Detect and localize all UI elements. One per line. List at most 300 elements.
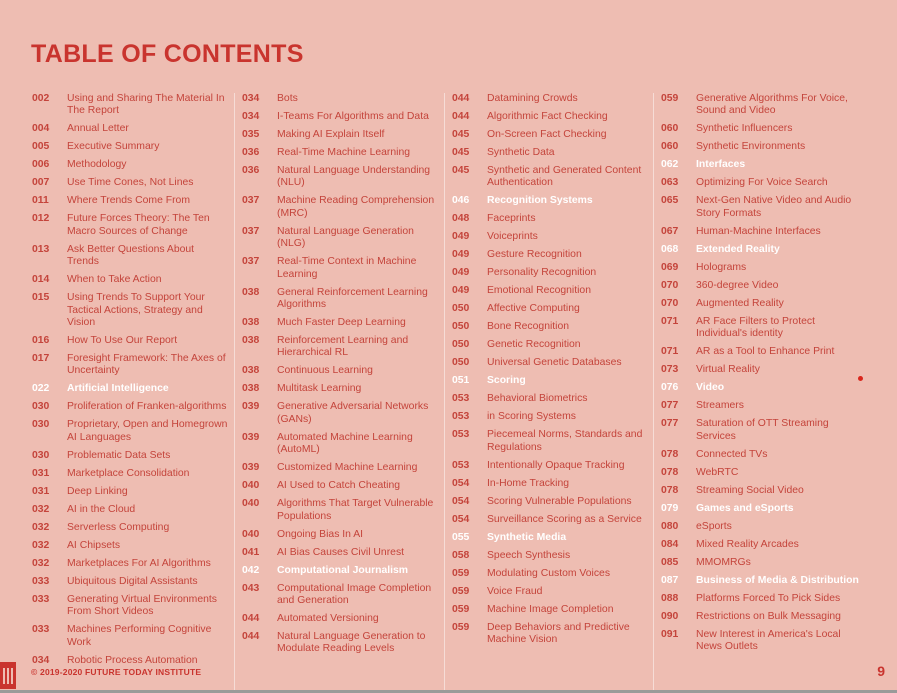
toc-column-2	[242, 93, 438, 661]
toc-entry-title: MMOMRGs	[696, 556, 751, 568]
toc-entry-title: Proprietary, Open and Homegrown AI Languages	[67, 419, 228, 443]
toc-entry[interactable]	[661, 467, 861, 479]
toc-page-number: 055	[452, 531, 470, 543]
toc-entry[interactable]	[661, 346, 861, 358]
toc-entry-title: Ask Better Questions About Trends	[67, 243, 195, 268]
toc-entry[interactable]	[661, 298, 861, 310]
toc-page-number: 044	[242, 613, 260, 625]
toc-entry-title: Algorithms That Target Vulnerable Populations	[277, 498, 434, 522]
toc-entry[interactable]	[452, 393, 648, 405]
toc-section-heading[interactable]	[661, 575, 861, 587]
toc-entry[interactable]	[242, 147, 438, 159]
toc-entry-title: New Interest in America's Local News Outlets	[696, 628, 841, 653]
column-divider	[234, 93, 235, 693]
toc-entry-title: Holograms	[696, 261, 747, 273]
toc-entry[interactable]	[661, 449, 861, 461]
toc-entry-title: Making AI Explain Itself	[277, 129, 385, 140]
toc-entry-title: Proliferation of Franken-algorithms	[67, 401, 227, 413]
toc-entry-title: Continuous Learning	[277, 365, 373, 377]
toc-entry[interactable]	[242, 111, 438, 123]
toc-entry[interactable]	[32, 594, 228, 619]
toc-entry-title: Streamers	[696, 400, 744, 412]
toc-entry-title: Machine Reading Comprehension (MRC)	[277, 195, 435, 219]
toc-entry-title: Synthetic Environments	[696, 141, 806, 153]
toc-entry[interactable]	[661, 485, 861, 497]
toc-page-number: 065	[661, 195, 679, 207]
toc-entry[interactable]	[452, 514, 648, 526]
toc-entry[interactable]	[242, 195, 438, 220]
toc-entry[interactable]	[242, 129, 438, 141]
toc-column-3	[452, 93, 648, 652]
toc-entry[interactable]	[661, 316, 861, 341]
toc-entry[interactable]	[661, 611, 861, 623]
toc-page-number: 045	[452, 147, 470, 158]
toc-section-heading[interactable]	[32, 383, 228, 395]
toc-entry-title: Using and Sharing The Material In The Report	[67, 93, 225, 117]
toc-entry[interactable]	[32, 419, 228, 444]
toc-entry-title: Gesture Recognition	[487, 249, 582, 261]
toc-page-number: 084	[661, 538, 679, 550]
toc-entry-title: AR as a Tool to Enhance Print	[696, 346, 835, 358]
toc-entry[interactable]	[452, 460, 648, 472]
toc-page-number: 034	[32, 654, 50, 666]
toc-page-number: 049	[452, 285, 470, 297]
toc-page-number: 078	[661, 466, 679, 478]
footer-copyright: © 2019-2020 FUTURE TODAY INSTITUTE	[31, 667, 202, 677]
toc-entry[interactable]	[32, 624, 228, 649]
toc-page-number: 073	[661, 364, 679, 376]
toc-entry-title: Universal Genetic Databases	[487, 357, 622, 369]
toc-entry[interactable]	[242, 401, 438, 426]
toc-page-number: 053	[452, 429, 470, 441]
toc-page-number: 071	[661, 346, 679, 358]
toc-entry[interactable]	[242, 529, 438, 541]
toc-section-heading[interactable]	[452, 375, 648, 387]
toc-page-number: 050	[452, 303, 470, 315]
toc-entry-title: Virtual Reality	[696, 364, 760, 376]
toc-entry-title: Genetic Recognition	[487, 339, 581, 351]
toc-page-number: 070	[661, 279, 679, 291]
toc-entry[interactable]	[32, 141, 228, 153]
toc-entry[interactable]	[661, 539, 861, 551]
toc-entry[interactable]	[452, 568, 648, 580]
toc-section-heading[interactable]	[452, 532, 648, 544]
toc-entry[interactable]	[242, 498, 438, 523]
toc-entry-title: Serverless Computing	[67, 521, 170, 533]
toc-page-number: 090	[661, 610, 679, 622]
toc-entry-title: Augmented Reality	[696, 297, 784, 309]
toc-page-number: 059	[452, 585, 470, 597]
toc-entry[interactable]	[661, 195, 861, 220]
toc-entry[interactable]	[32, 486, 228, 498]
toc-entry-title: Methodology	[67, 159, 127, 171]
toc-entry[interactable]	[242, 480, 438, 492]
toc-entry-title: eSports	[696, 520, 732, 532]
toc-page-number: 048	[452, 213, 470, 225]
toc-page-number: 035	[242, 129, 260, 140]
toc-entry-title: Where Trends Come From	[67, 195, 190, 207]
toc-entry[interactable]	[452, 604, 648, 616]
toc-entry-title: Future Forces Theory: The Ten Macro Sources of Change	[67, 213, 210, 237]
toc-page-number: 022	[32, 383, 50, 395]
toc-entry-title: AI in the Cloud	[67, 503, 136, 515]
toc-page-number: 002	[32, 93, 50, 104]
toc-page-number: 032	[32, 521, 50, 533]
toc-entry-title: Restrictions on Bulk Messaging	[696, 610, 841, 622]
toc-page-number: 054	[452, 513, 470, 525]
toc-entry[interactable]	[661, 629, 861, 654]
toc-page-number: 059	[452, 621, 470, 633]
toc-entry[interactable]	[661, 93, 861, 118]
toc-entry-title: In-Home Tracking	[487, 477, 569, 489]
toc-entry[interactable]	[242, 547, 438, 559]
toc-page-number: 053	[452, 459, 470, 471]
toc-section-heading[interactable]	[661, 159, 861, 171]
toc-entry-title: Connected TVs	[696, 448, 768, 460]
toc-page-number: 014	[32, 274, 50, 286]
toc-page-number: 037	[242, 256, 260, 268]
toc-entry[interactable]	[242, 226, 438, 251]
toc-page-number: 040	[242, 498, 260, 510]
toc-entry[interactable]	[661, 226, 861, 238]
toc-page-number: 051	[452, 375, 470, 387]
toc-page-number: 040	[242, 528, 260, 540]
toc-entry[interactable]	[452, 93, 648, 105]
toc-entry[interactable]	[661, 123, 861, 135]
marker-dot	[858, 376, 863, 381]
toc-entry[interactable]	[32, 93, 228, 118]
toc-page-number: 012	[32, 213, 50, 225]
toc-entry-title: Much Faster Deep Learning	[277, 317, 406, 329]
toc-entry-title: Synthetic Media	[487, 531, 567, 543]
toc-page-number: 060	[661, 123, 679, 135]
toc-page-number: 045	[452, 129, 470, 140]
toc-entry-title: I-Teams For Algorithms and Data	[277, 111, 429, 122]
toc-entry[interactable]	[32, 504, 228, 516]
toc-entry-title: Voiceprints	[487, 231, 538, 243]
toc-page-number: 033	[32, 593, 50, 605]
toc-entry-title: Ongoing Bias In AI	[277, 528, 364, 540]
toc-entry-title: Platforms Forced To Pick Sides	[696, 592, 841, 604]
toc-entry[interactable]	[452, 249, 648, 261]
toc-entry[interactable]	[661, 557, 861, 569]
toc-entry[interactable]	[242, 335, 438, 360]
toc-entry[interactable]	[661, 400, 861, 412]
toc-page-number: 076	[661, 382, 679, 394]
toc-entry[interactable]	[32, 159, 228, 171]
toc-column-4	[661, 93, 861, 659]
toc-entry-title: Robotic Process Automation	[67, 654, 198, 666]
toc-page-number: 038	[242, 317, 260, 329]
toc-entry-title: Customized Machine Learning	[277, 462, 418, 474]
toc-page-number: 046	[452, 195, 470, 207]
toc-entry[interactable]	[32, 468, 228, 480]
toc-entry-title: Executive Summary	[67, 141, 160, 153]
toc-page-number: 017	[32, 353, 50, 365]
toc-entry[interactable]	[452, 303, 648, 315]
toc-page-number: 091	[661, 628, 679, 640]
toc-entry[interactable]	[661, 364, 861, 376]
toc-entry-title: General Reinforcement Learning Algorithms	[277, 286, 428, 311]
toc-entry[interactable]	[452, 550, 648, 562]
toc-entry-title: Human-Machine Interfaces	[696, 225, 821, 237]
toc-page-number: 032	[32, 557, 50, 569]
toc-page-number: 050	[452, 357, 470, 369]
toc-entry[interactable]	[452, 586, 648, 598]
toc-entry-title: Piecemeal Norms, Standards and Regulations	[487, 429, 643, 453]
toc-page-number: 042	[242, 564, 260, 576]
toc-entry[interactable]	[242, 383, 438, 395]
toc-entry-title: Interfaces	[696, 159, 746, 171]
toc-entry-title: Video	[696, 382, 725, 394]
toc-page-number: 043	[242, 582, 260, 594]
toc-entry-title: Optimizing For Voice Search	[696, 177, 828, 189]
toc-entry-title: Intentionally Opaque Tracking	[487, 459, 625, 471]
toc-page-number: 050	[452, 339, 470, 351]
toc-entry-title: Automated Machine Learning (AutoML)	[277, 431, 413, 456]
toc-entry-title: Next-Gen Native Video and Audio Story Formats	[696, 195, 852, 219]
toc-entry-title: Problematic Data Sets	[67, 449, 171, 461]
toc-page-number: 067	[661, 225, 679, 237]
toc-entry-title: Generating Virtual Environments From Short Videos	[67, 593, 217, 618]
toc-entry-title: WebRTC	[696, 466, 739, 478]
toc-entry[interactable]	[452, 285, 648, 297]
toc-entry[interactable]	[242, 462, 438, 474]
toc-page-number: 085	[661, 556, 679, 568]
toc-page-number: 059	[661, 93, 679, 104]
toc-entry[interactable]	[242, 165, 438, 190]
page-number: 9	[877, 663, 885, 679]
toc-page-number: 039	[242, 401, 260, 413]
toc-entry[interactable]	[32, 450, 228, 462]
toc-entry[interactable]	[452, 231, 648, 243]
toc-page-number: 036	[242, 147, 260, 158]
toc-entry[interactable]	[452, 321, 648, 333]
toc-section-heading[interactable]	[661, 382, 861, 394]
toc-entry-title: Generative Algorithms For Voice, Sound and Video	[696, 93, 848, 117]
toc-entry-title: Real-Time Context in Machine Learning	[277, 256, 417, 280]
toc-entry-title: Machine Image Completion	[487, 603, 614, 615]
toc-entry-title: Modulating Custom Voices	[487, 567, 611, 579]
toc-entry[interactable]	[242, 93, 438, 105]
toc-entry[interactable]	[452, 129, 648, 141]
toc-page-number: 038	[242, 365, 260, 377]
toc-page-number: 049	[452, 249, 470, 261]
toc-entry[interactable]	[661, 262, 861, 274]
toc-page-number: 059	[452, 567, 470, 579]
toc-entry-title: Synthetic Influencers	[696, 123, 793, 135]
toc-page-number: 006	[32, 159, 50, 171]
toc-page-number: 036	[242, 165, 260, 176]
toc-entry-title: On-Screen Fact Checking	[487, 129, 607, 140]
toc-entry-title: Streaming Social Video	[696, 484, 804, 496]
toc-entry-title: Deep Behaviors and Predictive Machine Vision	[487, 621, 630, 646]
toc-entry[interactable]	[452, 147, 648, 159]
toc-page-number: 068	[661, 243, 679, 255]
toc-entry-title: Computational Image Completion and Generation	[277, 582, 432, 607]
toc-entry[interactable]	[661, 141, 861, 153]
toc-entry-title: Extended Reality	[696, 243, 780, 255]
toc-entry[interactable]	[242, 432, 438, 457]
toc-entry[interactable]	[32, 522, 228, 534]
toc-entry-title: in Scoring Systems	[487, 411, 576, 423]
toc-entry[interactable]	[32, 576, 228, 588]
toc-entry-title: Computational Journalism	[277, 564, 409, 576]
toc-entry[interactable]	[32, 292, 228, 329]
toc-entry[interactable]	[32, 655, 228, 667]
toc-section-heading[interactable]	[661, 503, 861, 515]
toc-entry-title: Natural Language Understanding (NLU)	[277, 165, 431, 189]
toc-page-number: 080	[661, 520, 679, 532]
toc-entry[interactable]	[452, 339, 648, 351]
toc-page-number: 060	[661, 141, 679, 153]
toc-entry-title: Annual Letter	[67, 123, 129, 135]
toc-page-number: 087	[661, 574, 679, 586]
toc-page-number: 044	[452, 111, 470, 122]
toc-page-number: 070	[661, 297, 679, 309]
toc-entry[interactable]	[32, 353, 228, 378]
toc-entry[interactable]	[32, 213, 228, 238]
toc-page-number: 031	[32, 485, 50, 497]
toc-section-heading[interactable]	[452, 195, 648, 207]
toc-page-number: 063	[661, 177, 679, 189]
toc-entry-title: Algorithmic Fact Checking	[487, 111, 608, 122]
toc-entry[interactable]	[661, 521, 861, 533]
toc-entry[interactable]	[452, 165, 648, 190]
toc-entry-title: Synthetic Data	[487, 147, 555, 158]
toc-entry-title: Speech Synthesis	[487, 549, 571, 561]
toc-entry[interactable]	[32, 540, 228, 552]
toc-entry-title: Recognition Systems	[487, 195, 593, 207]
toc-entry-title: Emotional Recognition	[487, 285, 591, 297]
toc-entry[interactable]	[661, 418, 861, 443]
toc-entry[interactable]	[452, 622, 648, 647]
toc-entry-title: Natural Language Generation (NLG)	[277, 225, 414, 250]
toc-entry[interactable]	[32, 274, 228, 286]
toc-section-heading[interactable]	[661, 244, 861, 256]
toc-entry[interactable]	[242, 631, 438, 656]
toc-entry[interactable]	[32, 335, 228, 347]
toc-page-number: 013	[32, 243, 50, 255]
column-divider	[653, 93, 654, 693]
toc-entry-title: Use Time Cones, Not Lines	[67, 177, 194, 189]
toc-page-number: 030	[32, 449, 50, 461]
toc-section-heading[interactable]	[242, 565, 438, 577]
toc-page-number: 077	[661, 418, 679, 430]
toc-entry[interactable]	[661, 593, 861, 605]
toc-entry-title: AI Used to Catch Cheating	[277, 480, 401, 492]
toc-entry-title: Reinforcement Learning and Hierarchical RL	[277, 335, 409, 359]
toc-entry-title: Datamining Crowds	[487, 93, 578, 104]
toc-entry-title: 360-degree Video	[696, 279, 779, 291]
toc-entry[interactable]	[661, 177, 861, 189]
toc-entry[interactable]	[452, 429, 648, 454]
toc-page-number: 050	[452, 321, 470, 333]
toc-entry-title: Personality Recognition	[487, 267, 597, 279]
toc-entry-title: Bots	[277, 93, 298, 104]
toc-page-number: 049	[452, 267, 470, 279]
toc-page-number: 058	[452, 549, 470, 561]
toc-entry[interactable]	[32, 244, 228, 269]
toc-entry-title: Voice Fraud	[487, 585, 543, 597]
toc-entry[interactable]	[242, 317, 438, 329]
toc-entry-title: Artificial Intelligence	[67, 383, 169, 395]
toc-page-number: 053	[452, 393, 470, 405]
toc-entry-title: Business of Media & Distribution	[696, 574, 859, 586]
toc-page-number: 005	[32, 141, 50, 153]
toc-page-number: 040	[242, 480, 260, 492]
toc-entry-title: Using Trends To Support Your Tactical Actions, Strategy and Vision	[67, 292, 205, 329]
toc-page-number: 031	[32, 467, 50, 479]
toc-entry[interactable]	[242, 583, 438, 608]
toc-entry[interactable]	[242, 256, 438, 281]
toc-page-number: 037	[242, 195, 260, 207]
toc-entry-title: Deep Linking	[67, 485, 128, 497]
toc-entry[interactable]	[32, 401, 228, 413]
toc-entry-title: Bone Recognition	[487, 321, 570, 333]
toc-page-number: 033	[32, 575, 50, 587]
toc-entry[interactable]	[452, 478, 648, 490]
toc-entry[interactable]	[32, 195, 228, 207]
toc-page-number: 078	[661, 448, 679, 460]
toc-entry[interactable]	[32, 177, 228, 189]
toc-page-number: 038	[242, 335, 260, 347]
toc-entry-title: Machines Performing Cognitive Work	[67, 624, 212, 648]
toc-page-number: 079	[661, 502, 679, 514]
toc-page-number: 054	[452, 495, 470, 507]
fti-logo-icon	[0, 662, 16, 689]
toc-page-number: 044	[242, 631, 260, 643]
toc-page-number: 011	[32, 195, 49, 207]
toc-entry[interactable]	[242, 365, 438, 377]
toc-page-number: 037	[242, 225, 260, 237]
toc-entry-title: When to Take Action	[67, 274, 162, 286]
toc-entry[interactable]	[452, 267, 648, 279]
toc-entry-title: Behavioral Biometrics	[487, 393, 588, 405]
toc-page-number: 032	[32, 539, 50, 551]
toc-page-number: 049	[452, 231, 470, 243]
toc-entry[interactable]	[452, 357, 648, 369]
toc-entry[interactable]	[242, 613, 438, 625]
toc-entry[interactable]	[661, 280, 861, 292]
toc-entry-title: Automated Versioning	[277, 613, 379, 625]
toc-entry-title: AR Face Filters to Protect Individual's identity	[696, 315, 815, 340]
toc-entry-title: Marketplaces For AI Algorithms	[67, 557, 211, 569]
toc-entry-title: Scoring Vulnerable Populations	[487, 495, 632, 507]
toc-page-number: 071	[661, 315, 679, 327]
toc-entry-title: AI Chipsets	[67, 539, 121, 551]
toc-entry[interactable]	[452, 496, 648, 508]
toc-page-number: 059	[452, 603, 470, 615]
toc-entry[interactable]	[32, 123, 228, 135]
toc-entry-title: Affective Computing	[487, 303, 580, 315]
toc-entry-title: Multitask Learning	[277, 383, 362, 395]
toc-entry[interactable]	[242, 287, 438, 312]
toc-entry[interactable]	[452, 213, 648, 225]
toc-column-1	[32, 93, 228, 673]
toc-page-number: 030	[32, 419, 50, 431]
toc-entry-title: Natural Language Generation to Modulate Reading Levels	[277, 631, 426, 655]
toc-entry[interactable]	[452, 111, 648, 123]
toc-page-number: 041	[242, 546, 260, 558]
toc-page-number: 038	[242, 383, 260, 395]
toc-entry-title: AI Bias Causes Civil Unrest	[277, 546, 405, 558]
toc-page-number: 039	[242, 462, 260, 474]
toc-entry[interactable]	[32, 558, 228, 570]
toc-entry-title: Ubiquitous Digital Assistants	[67, 575, 198, 587]
toc-entry[interactable]	[452, 411, 648, 423]
toc-entry-title: Faceprints	[487, 213, 536, 225]
